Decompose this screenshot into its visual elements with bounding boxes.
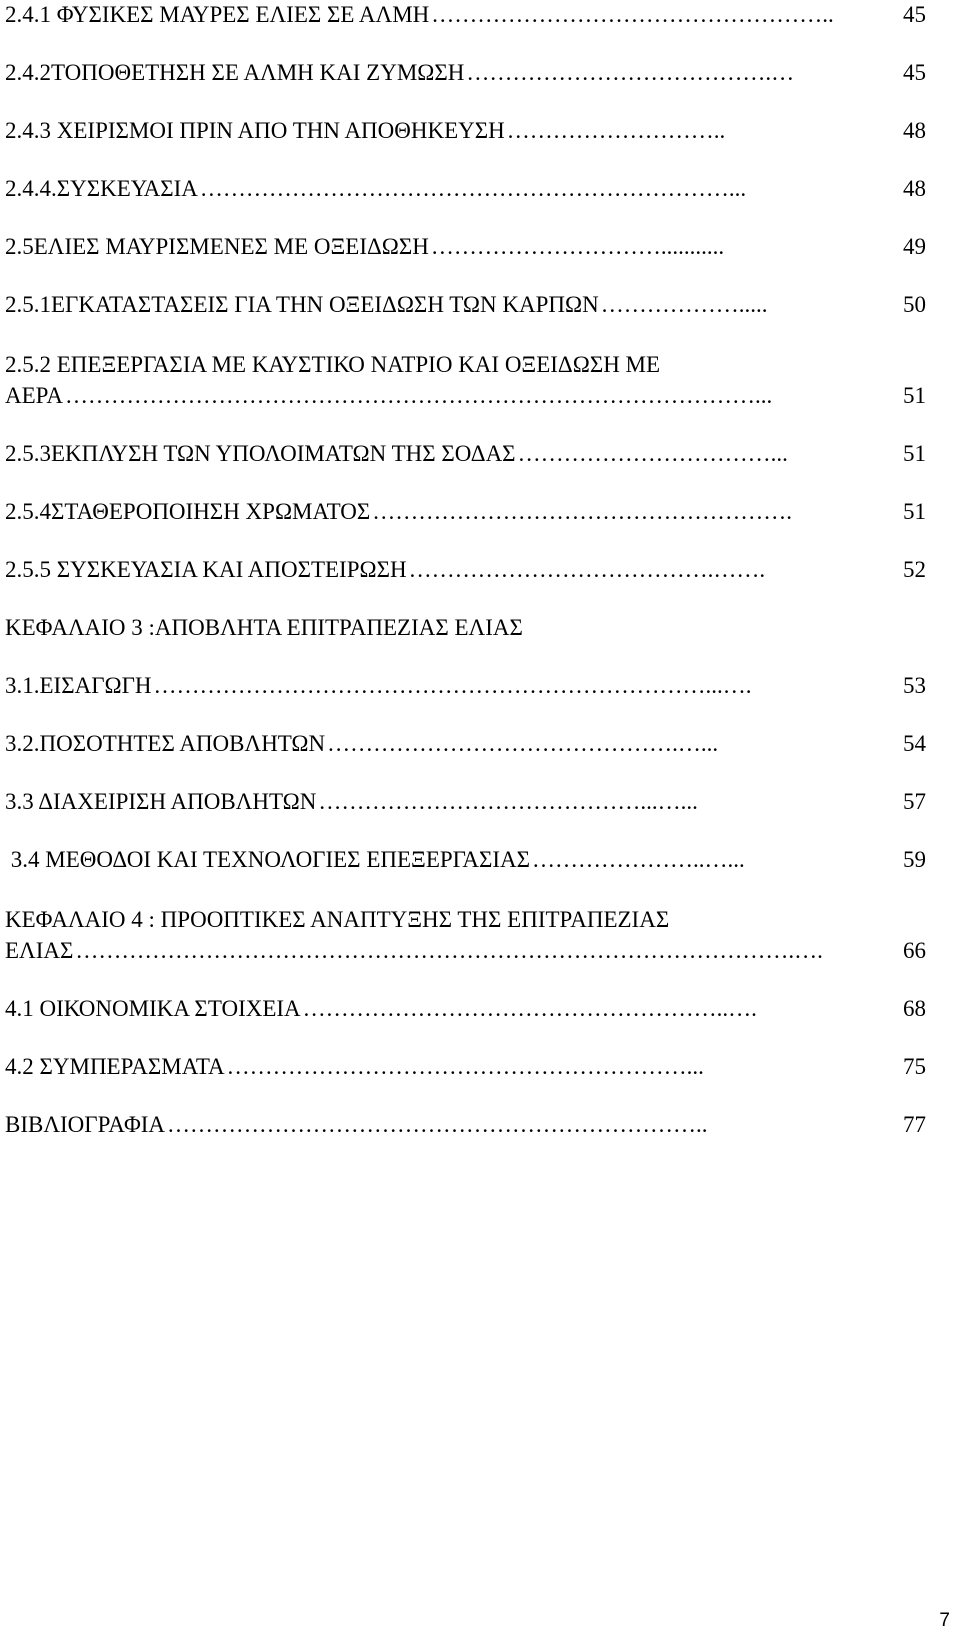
toc-entry-page: 68	[903, 996, 926, 1021]
toc-entry-leader: ……………………………………………..	[431, 2, 834, 27]
toc-entry-leader: ……………………………………...…...	[318, 789, 698, 814]
toc-entry-leader: ………………………………………………..….	[302, 996, 757, 1021]
toc-entry	[5, 787, 926, 817]
toc-entry-leader: ……………………………………………………...	[226, 1054, 704, 1079]
toc-entry-title: 3.4 ΜΕΘΟΔΟΙ ΚΑΙ ΤΕΧΝΟΛΟΓΙΕΣ ΕΠΕΞΕΡΓΑΣΙΑΣ	[5, 847, 531, 872]
toc-entry	[5, 671, 926, 701]
toc-entry-leader: ……………………………………………….	[372, 499, 792, 524]
toc-entry-page: 59	[903, 847, 926, 872]
toc-entry-page: 51	[903, 441, 926, 466]
toc-entry-page: 51	[903, 383, 926, 408]
toc-entry-page: 45	[903, 60, 926, 85]
toc-entry	[5, 174, 926, 204]
toc-entry	[5, 439, 926, 469]
toc-entry-page: 48	[903, 118, 926, 143]
toc-entry	[5, 116, 926, 146]
toc-entry-leader: ……………………………...	[517, 441, 788, 466]
toc-entry-title-line1: 2.5.2 ΕΠΕΞΕΡΓΑΣΙΑ ΜΕ ΚΑΥΣΤΙΚΟ ΝΑΤΡΙΟ ΚΑΙ ΟΞΕΙΔΩΣΗ ΜΕ	[5, 352, 661, 377]
toc-entry-page: 77	[903, 1112, 926, 1137]
toc-entry	[5, 232, 926, 262]
toc-entry-title: ΑΕΡΑ	[5, 383, 63, 408]
toc-entry-page: 53	[903, 673, 926, 698]
toc-entry-title: 4.1 ΟΙΚΟΝΟΜΙΚΑ ΣΤΟΙΧΕΙΑ	[5, 996, 301, 1021]
toc-entry-leader: ………………………………………………………………………………….….	[75, 938, 823, 963]
toc-entry-title: 2.5.5 ΣΥΣΚΕΥΑΣΙΑ ΚΑΙ ΑΠΟΣΤΕΙΡΩΣΗ	[5, 557, 407, 582]
toc-entry	[5, 348, 926, 411]
toc-entry-leader: …………………………...........	[430, 234, 725, 259]
toc-entry-page: 48	[903, 176, 926, 201]
toc-entry-title: 2.4.1 ΦΥΣΙΚΕΣ ΜΑΥΡΕΣ ΕΛΙΕΣ ΣΕ ΑΛΜΗ	[5, 2, 430, 27]
toc-entry-title: 2.4.2ΤΟΠΟΘΕΤΗΣΗ ΣΕ ΑΛΜΗ ΚΑΙ ΖΥΜΩΣΗ	[5, 60, 465, 85]
toc-entry-leader: ………………………………….…	[466, 60, 795, 85]
toc-entry-title: 4.2 ΣΥΜΠΕΡΑΣΜΑΤΑ	[5, 1054, 225, 1079]
toc-entry	[5, 903, 926, 966]
toc-entry-page: 49	[903, 234, 926, 259]
toc-entry-title: 3.3 ΔΙΑΧΕΙΡΙΣΗ ΑΠΟΒΛΗΤΩΝ	[5, 789, 317, 814]
toc-entry-title-line1: ΚΕΦΑΛΑΙΟ 4 : ΠΡΟΟΠΤΙΚΕΣ ΑΝΑΠΤΥΞΗΣ ΤΗΣ ΕΠΙΤΡΑΠΕΖΙΑΣ	[5, 907, 670, 932]
toc-entry-leader: ………………………………………………………………………………...	[64, 383, 773, 408]
toc-entry-leader: ………………………..	[506, 118, 726, 143]
table-of-contents	[5, 0, 926, 1168]
toc-entry	[5, 1052, 926, 1082]
toc-entry	[5, 1110, 926, 1140]
toc-entry-leader: ………………………………………………………………...….	[153, 673, 752, 698]
page-number: 7	[939, 1610, 950, 1631]
toc-entry-title: 2.5.3ΕΚΠΛΥΣΗ ΤΩΝ ΥΠΟΛΟΙΜΑΤΩΝ ΤΗΣ ΣΟΔΑΣ	[5, 441, 516, 466]
toc-entry-page: 50	[903, 292, 926, 317]
toc-entry-leader: …………………..…...	[532, 847, 745, 872]
toc-entry-title: 2.5ΕΛΙΕΣ ΜΑΥΡΙΣΜΕΝΕΣ ΜΕ ΟΞΕΙΔΩΣΗ	[5, 234, 429, 259]
toc-entry-leader: ……………………………………………………………..	[167, 1112, 708, 1137]
toc-entry	[5, 0, 926, 30]
toc-entry-title: 2.5.1ΕΓΚΑΤΑΣΤΑΣΕΙΣ ΓΙΑ ΤΗΝ ΟΞΕΙΔΩΣΗ ΤΩΝ ΚΑΡΠΩΝ	[5, 292, 599, 317]
toc-entry-page: 45	[903, 2, 926, 27]
toc-chapter-heading-text: ΚΕΦΑΛΑΙΟ 3 :ΑΠΟΒΛΗΤΑ ΕΠΙΤΡΑΠΕΖΙΑΣ ΕΛΙΑΣ	[5, 615, 523, 640]
toc-entry-title: 3.2.ΠΟΣΟΤΗΤΕΣ ΑΠΟΒΛΗΤΩΝ	[5, 731, 326, 756]
toc-entry-leader: ……………….....	[600, 292, 768, 317]
toc-entry-title: 2.5.4ΣΤΑΘΕΡΟΠΟΙΗΣΗ ΧΡΩΜΑΤΟΣ	[5, 499, 371, 524]
toc-entry	[5, 555, 926, 585]
toc-entry-leader: ……………………………………….…...	[327, 731, 719, 756]
toc-entry-title: 2.4.3 ΧΕΙΡΙΣΜΟΙ ΠΡΙΝ ΑΠΟ ΤΗΝ ΑΠΟΘΗΚΕΥΣΗ	[5, 118, 505, 143]
toc-entry-page: 51	[903, 499, 926, 524]
toc-entry-page: 57	[903, 789, 926, 814]
toc-entry-page: 66	[903, 938, 926, 963]
toc-entry-leader: ……………………………………………………………...	[199, 176, 747, 201]
toc-entry	[5, 994, 926, 1024]
toc-entry-leader: ………………………………….…….	[408, 557, 766, 582]
toc-entry-title: 2.4.4.ΣΥΣΚΕΥΑΣΙΑ	[5, 176, 198, 201]
toc-entry-title: ΒΙΒΛΙΟΓΡΑΦΙΑ	[5, 1112, 166, 1137]
toc-entry	[5, 729, 926, 759]
toc-entry	[5, 497, 926, 527]
toc-entry-page: 75	[903, 1054, 926, 1079]
toc-entry	[5, 845, 926, 875]
toc-entry-page: 54	[903, 731, 926, 756]
toc-entry-title: 3.1.ΕΙΣΑΓΩΓΗ	[5, 673, 152, 698]
toc-entry-title: ΕΛΙΑΣ	[5, 938, 74, 963]
toc-entry	[5, 58, 926, 88]
toc-entry-page: 52	[903, 557, 926, 582]
toc-entry	[5, 290, 926, 320]
toc-chapter-heading	[5, 613, 926, 643]
